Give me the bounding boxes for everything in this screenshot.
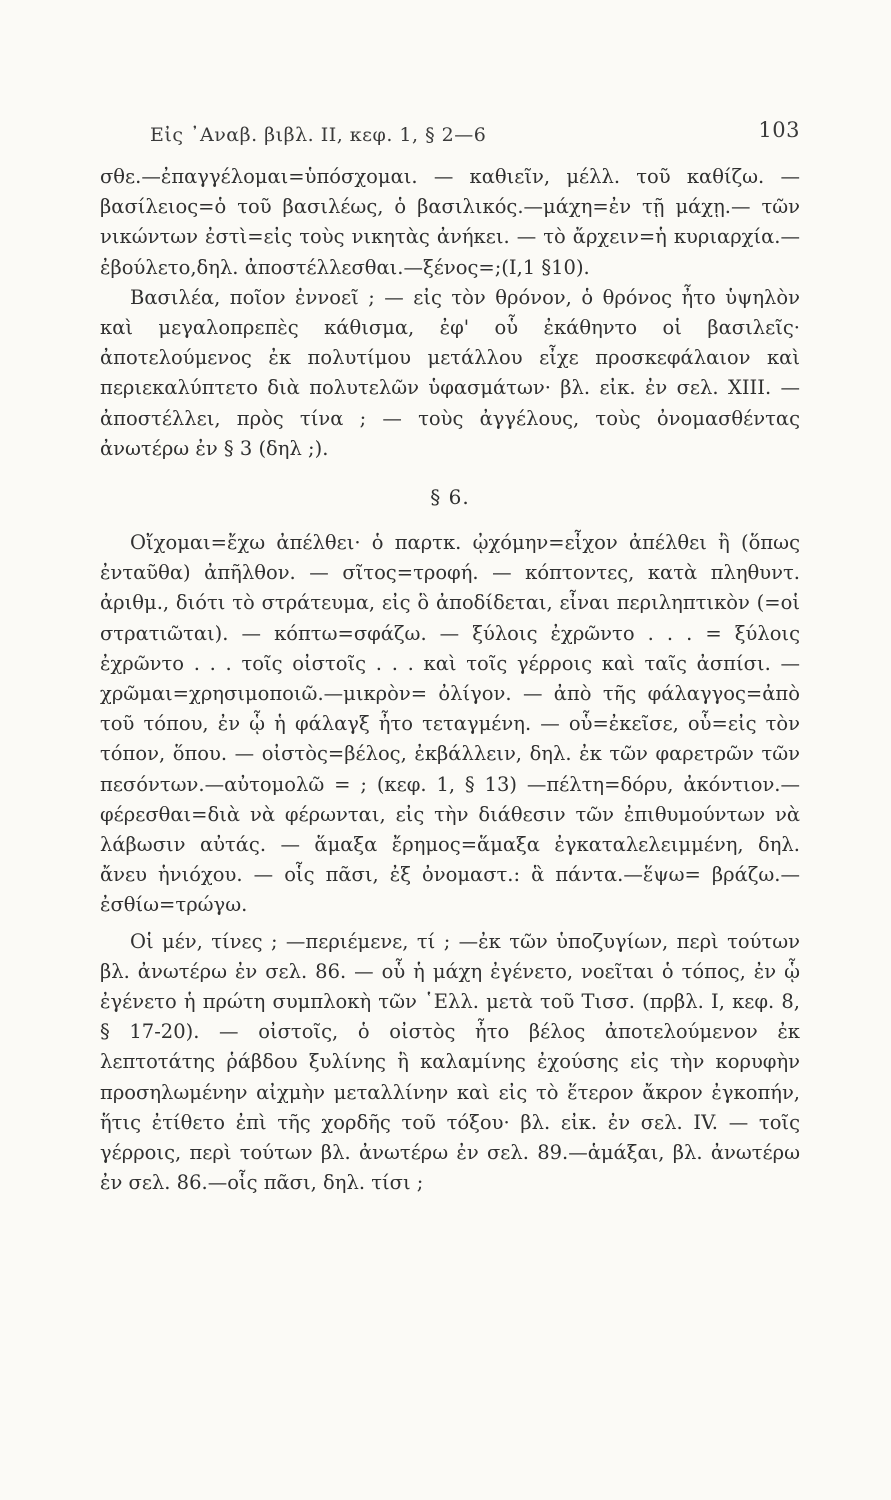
paragraph-oichomai: Οἴχομαι=ἔχω ἀπέλθει· ὁ παρτκ. ᾠχόμην=εἶχον ἀπέλθει ἢ (ὅπως ἐνταῦθα) ἀπῆλθον. — σῖτος=τροφή. — κόπτοντες, κατὰ πληθυντ. ἀριθμ., διότι τὸ στράτευμα, εἰς ὃ ἀποδίδεται, εἶναι περιληπτικὸν (=οἱ στρατιῶται). — κόπτω=σφάζω. — ξύλοις ἐχρῶντο . . . = ξύλοις ἐχρῶντο . . . τοῖς οἰστοῖς . . . καὶ τοῖς γέρροις καὶ ταῖς ἀσπίσι. — χρῶμαι=χρησιμοποιῶ.—μικρὸν= ὀλίγον. — ἀπὸ τῆς φάλαγγος=ἀπὸ τοῦ τόπου, ἐν ᾧ ἡ φάλαγξ ἦτο τεταγμένη. — οὗ=ἐκεῖσε, οὗ=εἰς τὸν τόπον, ὅπου. — οἰστὸς=βέλος, ἐκβάλλειν, δηλ. ἐκ τῶν φαρετρῶν τῶν πεσόντων.—αὐτομολῶ = ; (κεφ. 1, § 13) —πέλτη=δόρυ, ἀκόντιον.— φέρεσθαι=διὰ νὰ φέρωνται, εἰς τὴν διάθεσιν τῶν ἐπιθυμούντων νὰ λάβωσιν αὐτάς. — ἅμαξα ἔρημος=ἅμαξα ἐγκαταλελειμμένη, δηλ. ἄνευ ἡνιόχου. — οἷς πᾶσι, ἐξ ὀνομαστ.: ἃ πάντα.—ἕψω= βράζω.—ἐσθίω=τρώγω.: [100, 531, 800, 917]
page-number: 103: [758, 118, 800, 142]
running-head: [150, 118, 800, 152]
section-heading: § 6.: [430, 485, 470, 510]
paragraph-basilea: Βασιλέα, ποῖον ἐννοεῖ ; — εἰς τὸν θρόνον, ὁ θρόνος ἦτο ὑψηλὸν καὶ μεγαλοπρεπὲς κάθισμα, ἐφ' οὗ ἐκάθηντο οἱ βασιλεῖς· ἀποτελούμενος ἐκ πολυτίμου μετάλλου εἶχε προσκεφάλαιον καὶ περιεκαλύπτετο διὰ πολυτελῶν ὑφασμάτων· βλ. εἰκ. ἐν σελ. ΧΙΙΙ. —ἀποστέλλει, πρὸς τίνα ; — τοὺς ἀγγέλους, τοὺς ὀνομασθέντας ἀνωτέρω ἐν § 3 (δηλ ;).: [100, 285, 800, 460]
body-text: [100, 162, 800, 1199]
running-title: Εἰς ᾿Αναβ. βιβλ. ΙΙ, κεφ. 1, § 2—6: [150, 124, 487, 146]
paragraph-continuation: σθε.—ἐπαγγέλομαι=ὑπόσχομαι. — καθιεῖν, μέλλ. τοῦ καθίζω. — βασίλειος=ὁ τοῦ βασιλέως, ὁ βασιλικός.—μάχη=ἐν τῇ μάχῃ.— τῶν νικώντων ἐστὶ=εἰς τοὺς νικητὰς ἀνήκει. — τὸ ἄρχειν=ἡ κυριαρχία.—ἐβούλετο,δηλ. ἀποστέλλεσθαι.—ξένος=;(I,1 §10).: [100, 165, 800, 279]
paragraph-hoi-men: Οἱ μέν, τίνες ; —περιέμενε, τί ; —ἐκ τῶν ὑποζυγίων, περὶ τούτων βλ. ἀνωτέρω ἐν σελ. 86. — οὗ ἡ μάχη ἐγένετο, νοεῖται ὁ τόπος, ἐν ᾧ ἐγένετο ἡ πρώτη συμπλοκὴ τῶν ῾Ελλ. μετὰ τοῦ Τισσ. (πρβλ. I, κεφ. 8, § 17-20). — οἰστοῖς, ὁ οἰστὸς ἦτο βέλος ἀποτελούμενον ἐκ λεπτοτάτης ῥάβδου ξυλίνης ἢ καλαμίνης ἐχούσης εἰς τὴν κορυφὴν προσηλωμένην αἰχμὴν μεταλλίνην καὶ εἰς τὸ ἕτερον ἄκρον ἐγκοπήν, ἥτις ἐτίθετο ἐπὶ τῆς χορδῆς τοῦ τόξου· βλ. εἰκ. ἐν σελ. IV. — τοῖς γέρροις, περὶ τούτων βλ. ἀνωτέρω ἐν σελ. 89.—ἁμάξαι, βλ. ἀνωτέρω ἐν σελ. 86.—οἷς πᾶσι, δηλ. τίσι ;: [100, 929, 800, 1195]
